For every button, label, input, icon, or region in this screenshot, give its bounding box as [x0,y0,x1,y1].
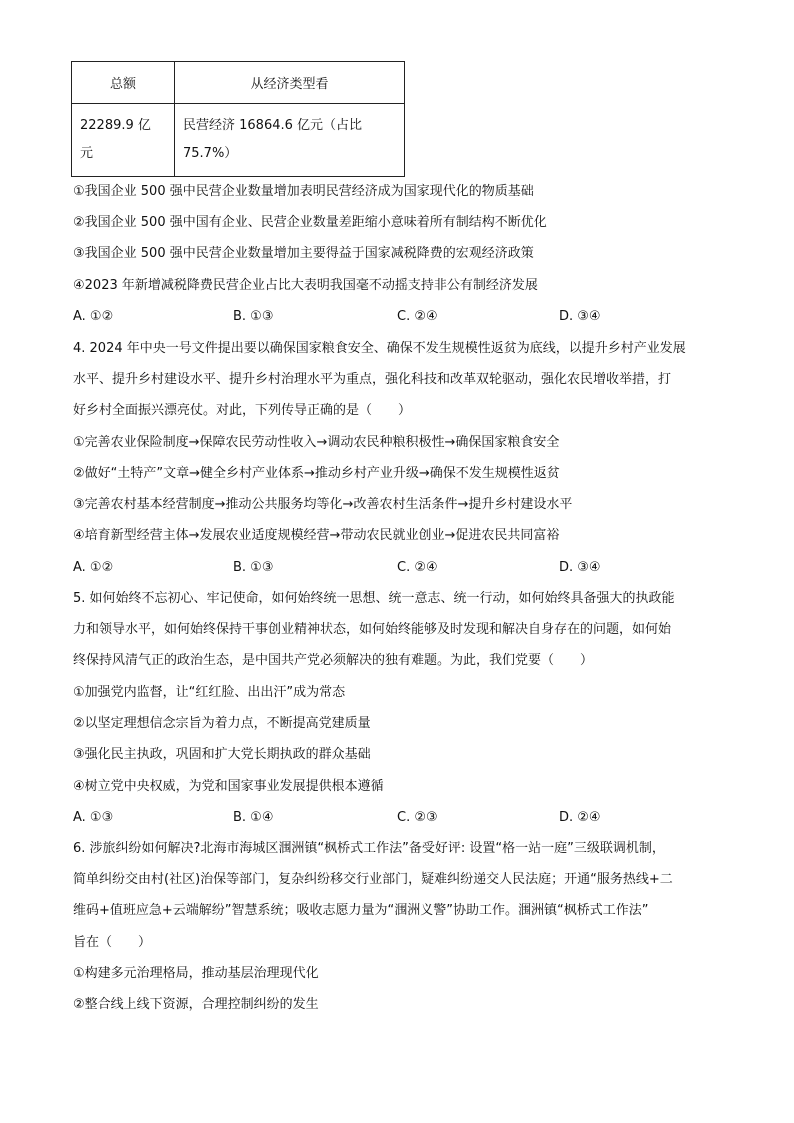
q4-option-c[interactable]: C. ②④ [397,560,438,575]
table-header-row [72,62,405,104]
q3-option-a[interactable]: A. ①② [73,309,114,324]
table-header-economy-type: 从经济类型看 [175,62,405,104]
q6-statement-2: ②整合线上线下资源，合理控制纠纷的发生 [73,997,319,1012]
q4-statement-3: ③完善农村基本经营制度→推动公共服务均等化→改善农村生活条件→提升乡村建设水平 [73,497,573,512]
table-cell-total: 22289.9 亿 元 [72,104,175,177]
table-header-total: 总额 [72,62,175,104]
q4-statement-4: ④培育新型经营主体→发展农业适度规模经营→带动农民就业创业→促进农民共同富裕 [73,528,560,543]
q3-option-d[interactable]: D. ③④ [559,309,601,324]
q4-option-b[interactable]: B. ①③ [233,560,274,575]
q4-statement-1: ①完善农业保险制度→保障农民劳动性收入→调动农民种粮积极性→确保国家粮食安全 [73,435,560,450]
q5-option-a[interactable]: A. ①③ [73,810,114,825]
q4-stem-line-1: 4. 2024 年中央一号文件提出要以确保国家粮食安全、确保不发生规模性返贫为底线，以提升乡村产业发展 [73,341,686,356]
q5-statement-3: ③强化民主执政，巩固和扩大党长期执政的群众基础 [73,747,371,762]
q6-statement-1: ①构建多元治理格局，推动基层治理现代化 [73,966,319,981]
table-cell-private-economy: 民营经济 16864.6 亿元（占比 75.7%） [175,104,405,177]
q5-stem-line-3: 终保持风清气正的政治生态，是中国共产党必须解决的独有难题。为此，我们党要（ ） [73,653,594,668]
q5-stem-line-1: 5. 如何始终不忘初心、牢记使命，如何始终统一思想、统一意志、统一行动，如何始终具备强大的执政能 [73,591,675,606]
q5-option-d[interactable]: D. ②④ [559,810,601,825]
q4-option-a[interactable]: A. ①② [73,560,114,575]
table-row [72,104,405,177]
q3-statement-2: ②我国企业 500 强中国有企业、民营企业数量差距缩小意味着所有制结构不断优化 [73,215,547,230]
q4-stem-line-3: 好乡村全面振兴漂亮仗。对此，下列传导正确的是（ ） [73,403,412,418]
q5-option-c[interactable]: C. ②③ [397,810,438,825]
q6-stem-line-3: 维码+值班应急+云端解纷”智慧系统；吸收志愿力量为“涠洲义警”协助工作。涠洲镇“枫桥式工作法” [73,903,649,918]
q6-stem-line-4: 旨在（ ） [73,935,152,950]
q3-statement-4: ④2023 年新增减税降费民营企业占比大表明我国毫不动摇支持非公有制经济发展 [73,278,538,293]
q5-stem-line-2: 力和领导水平，如何始终保持干事创业精神状态，如何始终能够及时发现和解决自身存在的问题，如何始 [73,622,672,637]
q4-statement-2: ②做好“土特产”文章→健全乡村产业体系→推动乡村产业升级→确保不发生规模性返贫 [73,466,560,481]
q4-option-d[interactable]: D. ③④ [559,560,601,575]
q4-stem-line-2: 水平、提升乡村建设水平、提升乡村治理水平为重点，强化科技和改革双轮驱动，强化农民增收举措，打 [73,372,672,387]
q3-option-b[interactable]: B. ①③ [233,309,274,324]
q5-statement-2: ②以坚定理想信念宗旨为着力点，不断提高党建质量 [73,716,371,731]
q3-option-c[interactable]: C. ②④ [397,309,438,324]
economy-table [71,61,405,177]
q5-statement-4: ④树立党中央权威，为党和国家事业发展提供根本遵循 [73,779,384,794]
q5-option-b[interactable]: B. ①④ [233,810,274,825]
q6-stem-line-2: 简单纠纷交由村(社区)治保等部门，复杂纠纷移交行业部门，疑难纠纷递交人民法庭；开通“服务热线+二 [73,872,673,887]
q6-stem-line-1: 6. 涉旅纠纷如何解决?北海市海城区涠洲镇“枫桥式工作法”备受好评: 设置“格一站一庭”三级联调机制， [73,841,665,856]
q3-statement-3: ③我国企业 500 强中民营企业数量增加主要得益于国家减税降费的宏观经济政策 [73,246,534,261]
q3-statement-1: ①我国企业 500 强中民营企业数量增加表明民营经济成为国家现代化的物质基础 [73,184,534,199]
q5-statement-1: ①加强党内监督，让“红红脸、出出汗”成为常态 [73,685,346,700]
